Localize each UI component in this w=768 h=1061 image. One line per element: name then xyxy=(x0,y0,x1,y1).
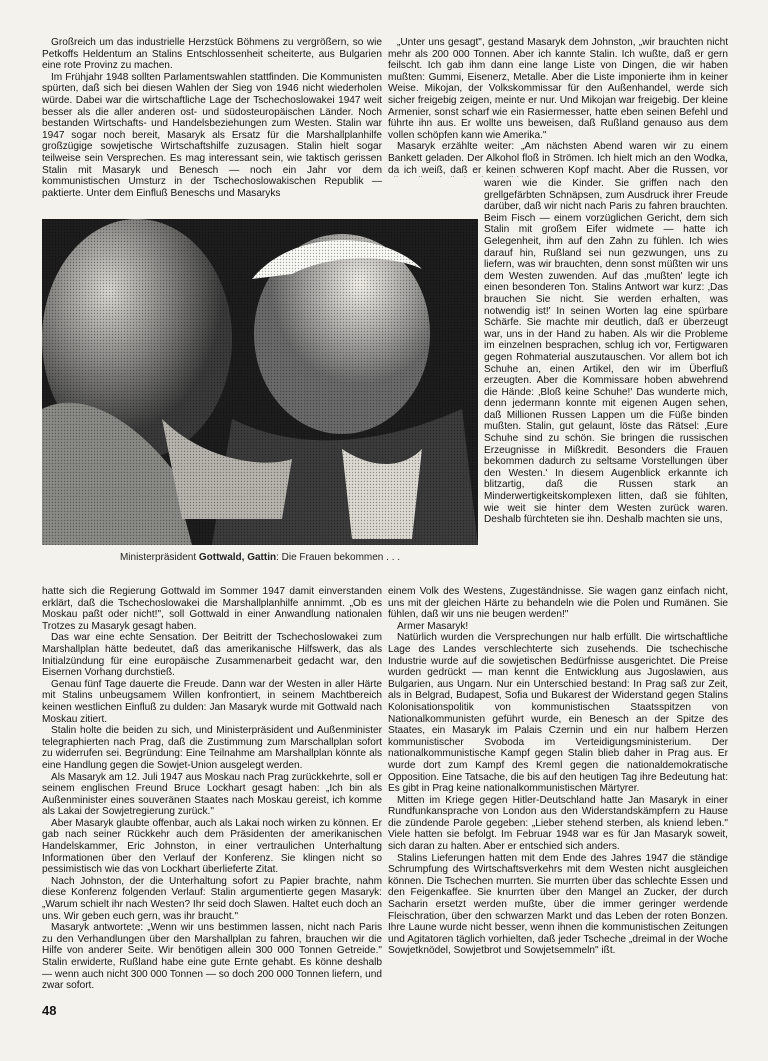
halftone-photo-illustration xyxy=(42,219,478,545)
article-paragraph: Stalin holte die beiden zu sich, und Ministerpräsident und Außenminister telegraphierten nach Prag, daß die Zustimmung zum Marschallplan sofort zu widerrufen sei. Begründung: Eine Teilnahme am Marshallplan könnte als eine Handlung gegen die Sowjet-Union ausgelegt werden. xyxy=(42,725,382,771)
article-column-right-bottom xyxy=(388,586,728,1022)
photo-gottwald-and-wife xyxy=(42,219,478,545)
article-paragraph: Großreich um das industrielle Herzstück Böhmens zu vergrößern, so wie Petkoffs Heldentum an Stalins Entschlossenheit scheiterte, aus Bulgarien eine rote Provinz zu machen. xyxy=(42,37,382,72)
article-paragraph: Aber Masaryk glaubte offenbar, auch als Lakai noch wirken zu können. Er gab nach seiner Rückkehr auch dem Präsidenten der amerikanischen Handelskammer, Eric Johnston, in einer vertraulichen Unterhaltung Informationen über den Verlauf der Konferenz. Sie klingen nicht so pessimistisch wie das von Lockhart überlieferte Zitat. xyxy=(42,817,382,876)
page-number: 48 xyxy=(42,1003,57,1018)
article-paragraph: hatte sich die Regierung Gottwald im Sommer 1947 damit einverstanden erklärt, daß die Tschechoslowakei die Marshallplanhilfe annimmt. „Ob es Moskau paßt oder nicht!", soll Gottwald in einer Anwandlung nationalen Trotzes zu Masaryk gesagt haben. xyxy=(42,586,382,632)
article-paragraph: einem Volk des Westens, Zugeständnisse. Sie wagen ganz einfach nicht, uns mit der gleichen Härte zu behandeln wie die Polen und Rumänen. Sie fühlen, daß wir uns nie beugen werden!" xyxy=(388,586,728,621)
article-paragraph: Als Masaryk am 12. Juli 1947 aus Moskau nach Prag zurückkehrte, soll er seinem englischen Freund Bruce Lockhart gesagt haben: „Ich bin als Außenminister eines souveränen Staates nach Moskau gereist, ich komme als Lakai der Sowjetregierung zurück." xyxy=(42,771,382,818)
article-column-right-middle xyxy=(484,178,728,584)
photo-caption: Ministerpräsident Gottwald, Gattin: Die Frauen bekommen . . . xyxy=(119,552,401,563)
article-paragraph: Stalins Lieferungen hatten mit dem Ende des Jahres 1947 die ständige Schrumpfung des Wirtschaftsverkehrs mit dem Westen nicht ausgleichen können. Die Tschechen murrten. Sie murrten über das schlechte Essen und den Feigenkaffee. Sie knurrten über den Mangel an Zucker, der durch Sacharin ersetzt werden mußte, über die immer geringer werdende Fleischration, über den schwarzen Markt und das Leben der roten Bonzen. Ihre Laune wurde nicht besser, wenn ihnen die kommunistischen Zeitungen und Agitatoren täglich vorhielten, daß jeder Tscheche „dreimal in der Woche Sowjetknödel, Sowjetbrot und Sowjetsemmeln" ißt. xyxy=(388,852,728,957)
article-paragraph: waren wie die Kinder. Sie griffen nach den grellgefärbten Schnäpsen, zum Ausdruck ihrer Freude darüber, daß wir nicht nach Paris zu fahren brauchten. Beim Fisch — einem vorzüglichen Gericht, dem sich Stalin mit großem Eifer widmete — hatte ich Gelegenheit, ihm auf den Zahn zu fühlen. Ich wies darauf hin, Rußland sei nun gezwungen, uns zu liefern, was wir brauchten, denn sonst müßten wir uns dem Westen zuwenden. Auf das ‚mußten' legte ich einen besonderen Ton. Stalins Antwort war kurz: ‚Das brauchen Sie nicht. Sie werden erhalten, was notwendig ist!' In seinen Worten lag eine spürbare Schärfe. Sie machte mir deutlich, daß er überzeugt war, uns in der Hand zu haben. Als wir die Probleme im einzelnen besprachen, schlug ich vor, Fertigwaren gegen Rohmaterial auszutauschen. Vor allem bot ich Schuhe an, einen Artikel, den wir im Überfluß erzeugten. Aber die Kommissare hoben abwehrend die Hände: ‚Bloß keine Schuhe!' Das wunderte mich, denn jedermann konnte mit eigenen Augen sehen, daß Millionen Russen Lappen um die Füße binden mußten. Stalin, gut gelaunt, löste das Rätsel: ‚Eure Schuhe sind zu schön. Sie bringen die russischen Erzeugnisse in Mißkredit. Besonders die Frauen bekommen dadurch zu seltsame Vorstellungen über den Westen.' In diesem Augenblick erkannte ich blitzartig, daß die Russen stark an Minderwertigkeitskomplexen litten, daß sie fühlten, wie weit sie hinter dem Westen zurück waren. Deshalb fürchteten sie ihn. Deshalb machten sie uns, xyxy=(484,178,728,526)
article-column-left-top xyxy=(42,37,382,215)
article-paragraph: Das war eine echte Sensation. Der Beitritt der Tschechoslowakei zum Marshallplan hätte bedeutet, daß das amerikanische Hilfswerk, das als Initialzündung für eine europäische Zusammenarbeit gedacht war, den Eisernen Vorhang durchstieß. xyxy=(42,632,382,679)
article-paragraph: Masaryk antwortete: „Wenn wir uns bestimmen lassen, nicht nach Paris zu den Verhandlungen über den Marshallplan zu fahren, brauchen wir die Hilfe von anderer Seite. Wir benötigen allein 300 000 Tonnen Getreide." Stalin erwiderte, Rußland habe eine gute Ernte gehabt. Es könne deshalb — wenn auch nicht 300 000 Tonnen — so doch 200 000 Tonnen liefern, und zwar sofort. xyxy=(42,922,382,992)
article-paragraph: „Unter uns gesagt", gestand Masaryk dem Johnston, „wir brauchten nicht mehr als 200 000 Tonnen. Aber ich kannte Stalin. Ich wußte, daß er gern feilscht. Ich gab ihm dann eine lange Liste von Dingen, die wir haben mußten: Gummi, Eisenerz, Metalle. Aber die Liste imponierte ihm in keiner Weise. Mikojan, der Volkskommissar für den Außenhandel, werde sich sicher freigebig zeigen, meinte er nur. Und Mikojan war freigebig. Der kleine Armenier, sonst scharf wie ein Rasiermesser, hatte eben seinen Befehl und führte ihn aus. Er wollte uns beweisen, daß Rußland genauso aus dem vollen schöpfen kann wie Amerika." xyxy=(388,37,728,141)
article-paragraph: Mitten im Kriege gegen Hitler-Deutschland hatte Jan Masaryk in einer Rundfunkansprache von London aus den Widerstandskämpfern zu Hause die zündende Parole gegeben: „Lieber stehend sterben, als kniend leben." Viele hatten sie befolgt. Im Februar 1948 war es für Jan Masaryk soweit, sich daran zu halten. Aber er entschied sich anders. xyxy=(388,794,728,853)
article-paragraph: Genau fünf Tage dauerte die Freude. Dann war der Westen in aller Härte mit Stalins unbeugsamem Willen konfrontiert, in seinem Machtbereich keinen westlichen Einfluß zu dulden: Jan Masaryk wurde mit Gottwald nach Moskau zitiert. xyxy=(42,678,382,725)
article-paragraph: Natürlich wurden die Versprechungen nur halb erfüllt. Die wirtschaftliche Lage des Landes verschlechterte sich zusehends. Die tschechische Industrie wurde auf die sowjetischen Bedürfnisse ausgerichtet. Die Preise wurden gedrückt — man kennt die Entwicklung aus Jugoslawien, aus Bulgarien, aus Ungarn. Nur ein Unterschied bestand: In Prag saß zur Zeit, als in Belgrad, Budapest, Sofia und Bukarest der Widerstand gegen Stalins Kolonisationspolitik von kommunistischen Staatsspitzen von Nationalkommunisten geführt wurde, ein Benesch an der Spitze des Staates, ein Masaryk im Palais Czernin und ein nur halbem Herzen kommunistischer Svoboda im Verteidigungsministerium. Der nationalkommunistische Kampf gegen Stalin blieb daher in Prag aus. Er wurde dort zum Kampf des Kreml gegen die nationaldemokratische Opposition. Eine Tatsache, die bis auf den heutigen Tag ihre Bedeutung hat: Es gibt in Prag keine nationalkommunistischen Märtyrer. xyxy=(388,632,728,795)
article-column-left-bottom xyxy=(42,586,382,1022)
article-paragraph: Nach Johnston, der die Unterhaltung sofort zu Papier brachte, nahm diese Konferenz folgenden Verlauf: Stalin argumentierte gegen Masaryk: „Warum schielt ihr nach Westen? Ihr seid doch Slawen. Haltet euch doch an uns. Wir geben euch gern, was ihr braucht." xyxy=(42,875,382,922)
article-column-right-top xyxy=(388,37,728,177)
article-paragraph: Masaryk erzählte weiter: „Am nächsten Abend waren wir zu einem Bankett geladen. Der Alkohol floß in Strömen. Ich hielt mich an den Wodka, da ich weiß, daß er keinen schweren Kopf macht. Aber die Russen, vor xyxy=(388,141,728,176)
article-paragraph: Armer Masaryk! xyxy=(397,620,469,632)
article-paragraph: Im Frühjahr 1948 sollten Parlamentswahlen stattfinden. Die Kommunisten spürten, daß sich bei diesen Wahlen der Sieg von 1946 nicht wiederholen würde. Dabei war die wirtschaftliche Lage der Tschechoslowakei 1947 weit besser als die aller anderen ost- und südosteuropäischen Länder. Noch bestanden Wirtschafts- und Handelsbeziehungen zum Westen. Stalin war 1947 sogar noch bereit, Masaryk als Ersatz für die Marshallplanhilfe großzügige sowjetische Wirtschaftshilfe zuzusagen. Stalin hielt sogar teilweise sein Versprechen. Es mag interessant sein, wie taktisch gerissen Stalin mit Masaryk und Benesch — noch ein Jahr vor dem kommunistischen Umsturz in der Tschechoslowakischen Republik — paktierte. Unter dem Einfluß Beneschs und Masaryks xyxy=(42,71,382,199)
